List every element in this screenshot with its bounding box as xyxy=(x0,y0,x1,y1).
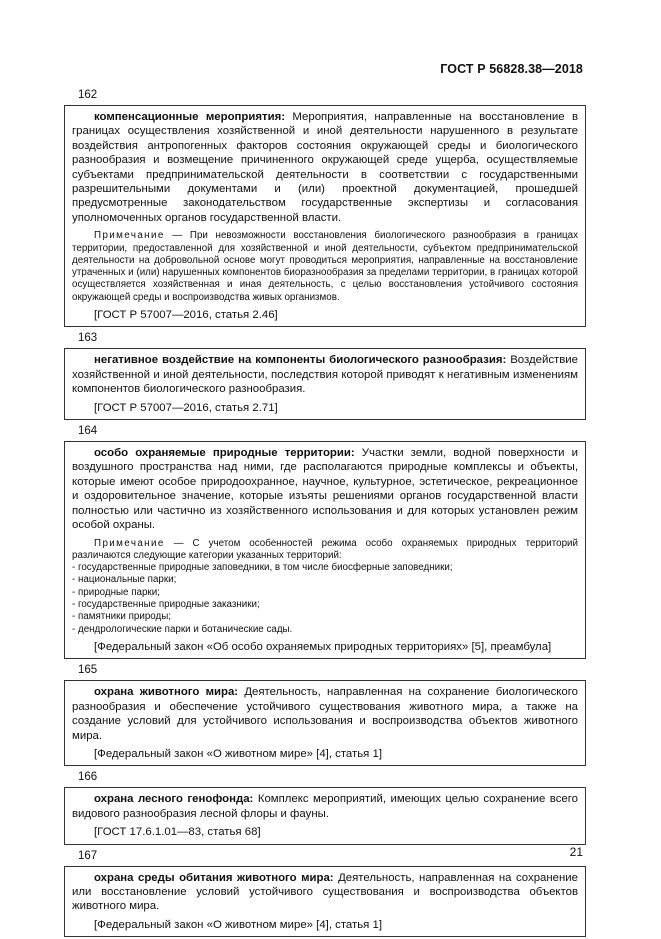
term-source: [Федеральный закон «О животном мире» [4], статья 1] xyxy=(94,747,383,760)
list-item: - памятники природы; xyxy=(72,611,578,623)
entry-number: 166 xyxy=(78,771,98,784)
term-definition xyxy=(72,353,578,396)
definition-text: Комплекс мероприятий, имеющих целью сохранение всего видового разнообразия лесной флоры и фауны. xyxy=(72,793,578,820)
term-entry-box xyxy=(64,348,586,420)
term-entry-box xyxy=(64,866,586,938)
note-text: — При невозможности восстановления биологического разнообразия в границах территории, предоставленной для хозяйственной и иной деятельности, субъектом предпринимательской деятельности на добровольной основе могут проводиться мероприятия, направленные на восстановление утраченных и (или) нарушенных компонентов биоразнообразия за пределами территории, в границах которой осуществляется хозяйственная и иная деятельность, с целью восстановления устойчивого состояния окружающей среды и воспроизводства живых организмов. xyxy=(72,230,578,303)
entry-number: 167 xyxy=(78,849,98,862)
term-definition xyxy=(72,871,578,914)
term-title: охрана среды обитания животного мира: xyxy=(94,871,334,884)
term-title: компенсационные мероприятия: xyxy=(94,111,286,123)
note-label: Примечание xyxy=(94,537,165,549)
term-entry-box xyxy=(64,680,586,766)
term-title: охрана лесного генофонда: xyxy=(94,793,254,806)
page-number: 21 xyxy=(569,845,583,859)
list-item: - государственные природные заказники; xyxy=(72,599,578,611)
definition-text: Деятельность, направленная на сохранение или восстановление условий устойчивого существования и воспроизводства объектов животного мира. xyxy=(72,871,578,913)
entry-number: 165 xyxy=(78,664,98,677)
term-entry-box xyxy=(64,787,586,844)
term-definition xyxy=(72,792,578,821)
entry-number: 163 xyxy=(78,332,98,345)
term-title: охрана животного мира: xyxy=(94,686,239,699)
term-note xyxy=(72,230,578,304)
list-item: - государственные природные заповедники, в том числе биосферные заповедники; xyxy=(72,562,578,574)
term-entry-box xyxy=(64,441,586,659)
definition-text: Деятельность, направленная на сохранение биологического разнообразия и обеспечение устойчивого существования животного мира, а также на создание условий для устойчивого использования и воспроизводства объектов животного мира. xyxy=(72,686,578,742)
definition-text: Участки земли, водной поверхности и воздушного пространства над ними, где располагаются природные комплексы и объекты, которые имеют особое природоохранное, научное, культурное, эстетическое, рекреационное и оздоровительное значение, которые изъяты решениями органов государственной власти полностью или частично из хозяйственного использования и для которых установлен режим особой охраны. xyxy=(72,447,579,532)
term-source: [ГОСТ Р 57007—2016, статья 2.71] xyxy=(94,401,278,414)
term-definition xyxy=(72,446,578,532)
document-code: ГОСТ Р 56828.38—2018 xyxy=(440,62,583,76)
note-category-list xyxy=(72,562,578,636)
term-entry-box xyxy=(64,105,586,327)
definition-text: Мероприятия, направленные на восстановление в границах осуществления хозяйственной и иной деятельности нарушенного в результате воздействия антропогенных факторов состояния окружающей среды и биологического разнообразия и возмещение причиненного окружающей среде ущерба, осуществляемые субъектами предпринимательской деятельности в соответствии с государственными разрешительными документами и (или) проектной документацией, прошедшей предусмотренные законодательством государственные экспертизы и согласования уполномоченных органов государственной власти. xyxy=(72,111,578,224)
note-label: Примечание xyxy=(94,230,165,242)
term-source: [ГОСТ Р 57007—2016, статья 2.46] xyxy=(94,309,278,322)
entry-number: 164 xyxy=(78,425,98,438)
term-source: [Федеральный закон «О животном мире» [4], статья 1] xyxy=(94,918,383,931)
term-title: особо охраняемые природные территории: xyxy=(94,447,355,460)
list-item: - природные парки; xyxy=(72,587,578,599)
definition-text: Воздействие хозяйственной и иной деятельности, последствия которой приводят к негативным изменениям компонентов биологического разнообразия. xyxy=(72,354,578,396)
entry-number: 162 xyxy=(78,89,98,101)
term-note xyxy=(72,538,578,563)
list-item: - дендрологические парки и ботанические сады. xyxy=(72,624,578,636)
term-definition xyxy=(72,110,578,225)
term-entries xyxy=(64,86,586,939)
list-item: - национальные парки; xyxy=(72,574,578,586)
term-source: [ГОСТ 17.6.1.01—83, статья 68] xyxy=(94,826,261,839)
term-source: [Федеральный закон «Об особо охраняемых природных территориях» [5], преамбула] xyxy=(94,640,552,653)
term-title: негативное воздействие на компоненты биологического разнообразия: xyxy=(94,354,507,367)
note-text: — С учетом особенностей режима особо охраняемых природных территорий различаются следующие категории указанных территорий: xyxy=(72,537,578,561)
term-definition xyxy=(72,685,578,743)
